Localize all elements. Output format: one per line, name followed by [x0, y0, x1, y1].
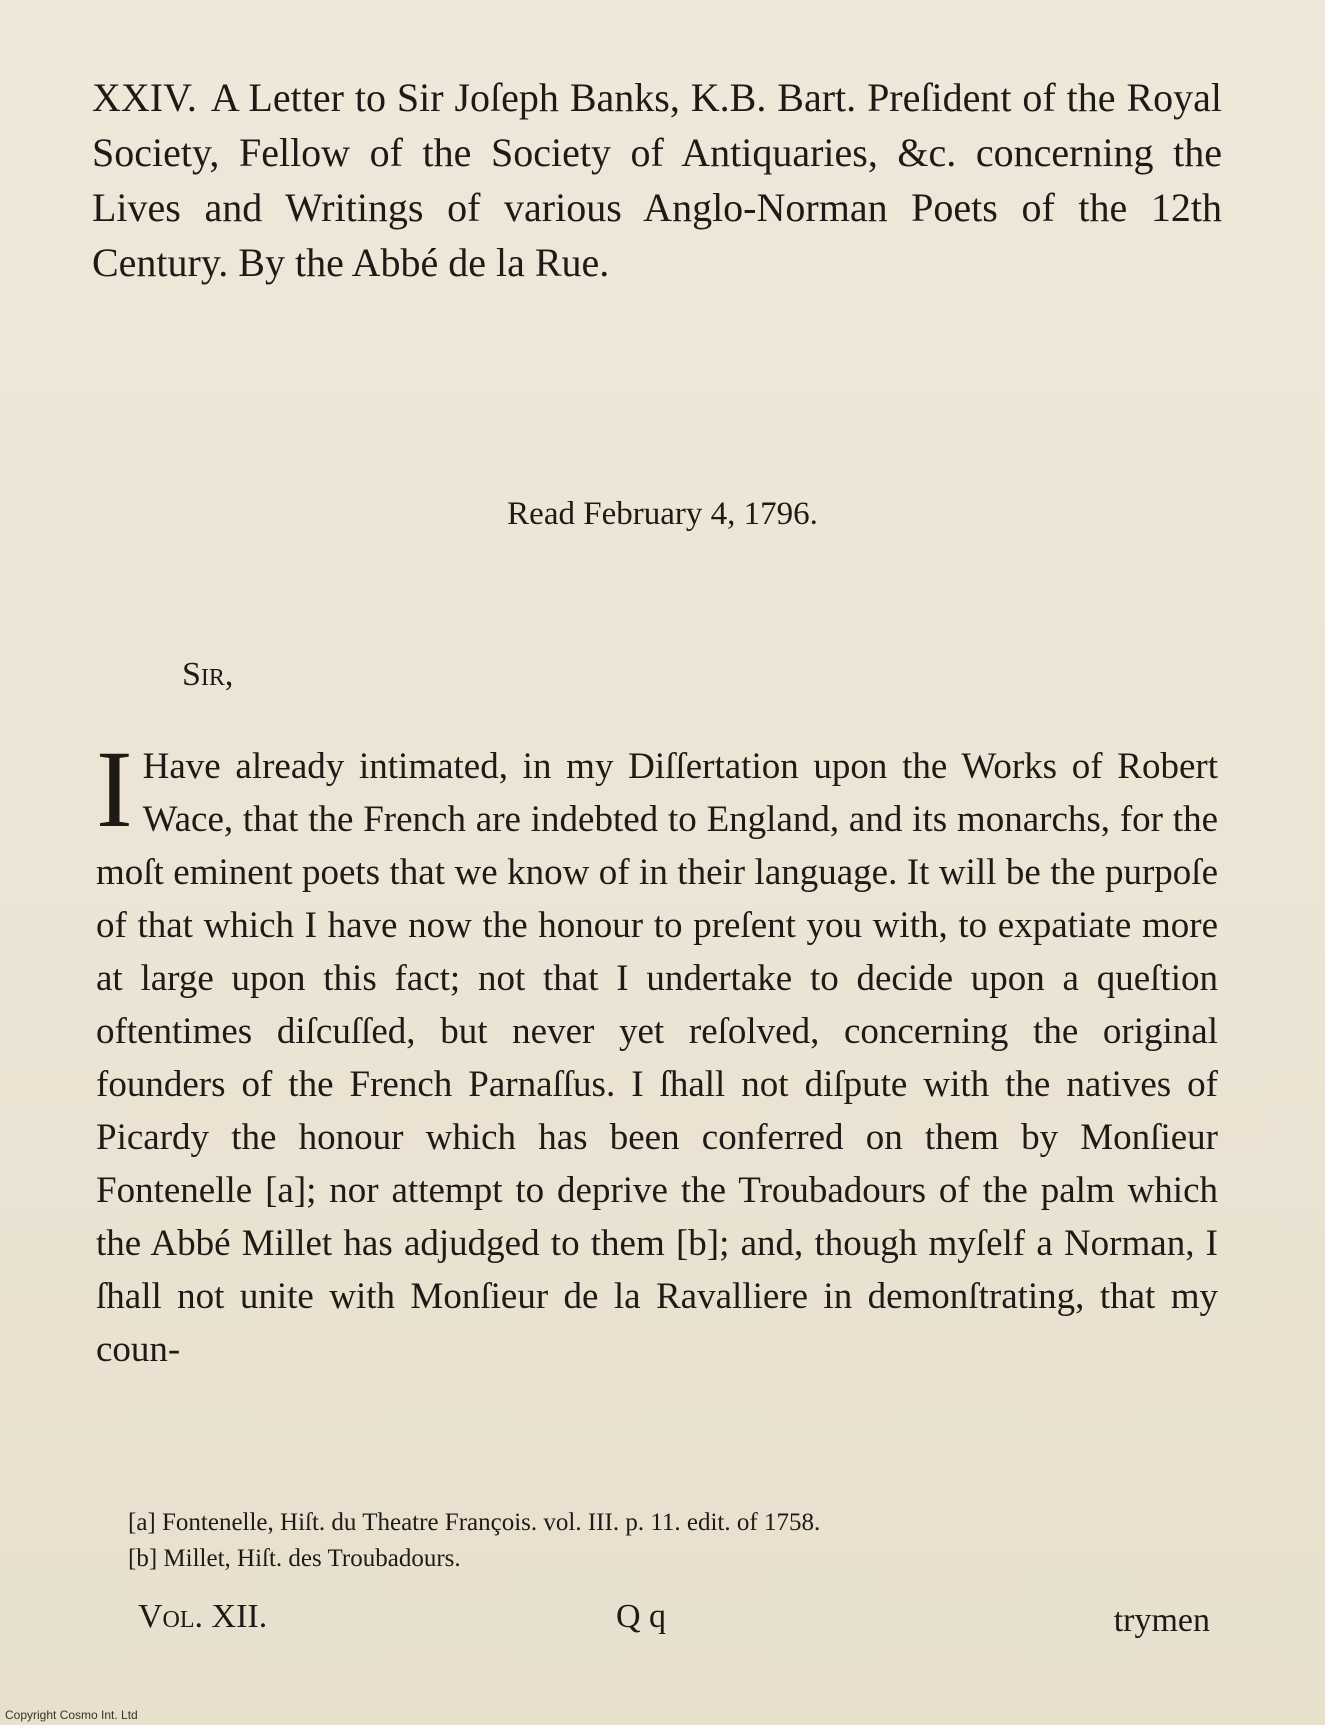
body-paragraph	[96, 728, 1218, 1376]
page-footer	[138, 1598, 1210, 1638]
article-number: XXIV.	[92, 75, 197, 120]
footnote-a: [a] Fontenelle, Hiſt. du Theatre François. vol. III. p. 11. edit. of 1758.	[128, 1509, 821, 1536]
article-title	[92, 70, 1222, 290]
drop-cap: I	[96, 728, 133, 850]
footnote-b: [b] Millet, Hiſt. des Troubadours.	[128, 1545, 461, 1572]
volume-number: Vol. XII.	[138, 1598, 268, 1635]
signature-mark: Q q	[616, 1598, 667, 1635]
footnotes	[128, 1505, 1218, 1577]
read-date: Read February 4, 1796.	[507, 496, 818, 532]
salutation: Sir,	[182, 656, 234, 693]
catchword: trymen	[1113, 1602, 1210, 1639]
copyright-notice: Copyright Cosmo Int. Ltd	[5, 1708, 138, 1722]
title-text: A Letter to Sir Joſeph Banks, K.B. Bart. Preſident of the Royal Society, Fellow of the Society of Antiquaries, &c. concerning the Lives and Writings of various Anglo-Norman Poets of the 12th Century. By the Abbé de la Rue.	[92, 75, 1222, 285]
body-text: Have already intimated, in my Diſſertation upon the Works of Robert Wace, that the French are indebted to England, and its monarchs, for the moſt eminent poets that we know of in their language. It will be the purpoſe of that which I have now the honour to preſent you with, to expatiate more at large upon this fact; not that I undertake to decide upon a queſtion oftentimes diſcuſſed, but never yet reſolved, concerning the original founders of the French Parnaſſus. I ſhall not diſpute with the natives of Picardy the honour which has been conferred on them by Monſieur Fontenelle [a]; nor attempt to deprive the Troubadours of the palm which the Abbé Millet has adjudged to them [b]; and, though myſelf a Norman, I ſhall not unite with Monſieur de la Ravalliere in demonſtrating, that my coun-	[96, 746, 1218, 1370]
